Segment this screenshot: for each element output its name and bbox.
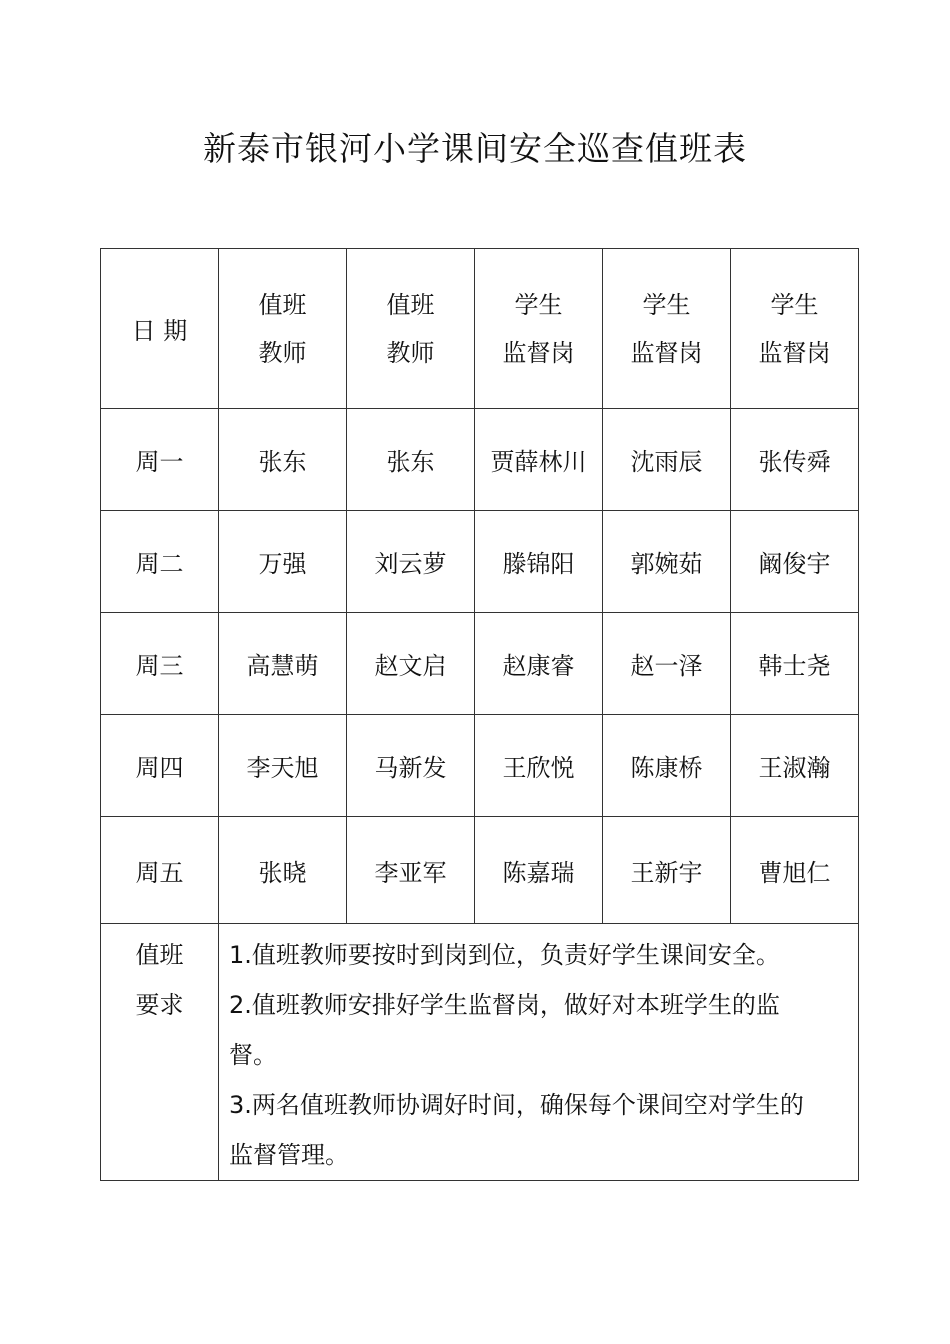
- table-cell: 王淑瀚: [731, 715, 859, 817]
- table-cell: 沈雨辰: [603, 409, 731, 511]
- requirements-label: [101, 924, 219, 1181]
- requirement-line: 监督管理。: [229, 1141, 349, 1169]
- header-line: 值班: [386, 290, 435, 319]
- requirements-row: [101, 924, 859, 1181]
- table-cell: 王欣悦: [475, 715, 603, 817]
- table-cell: 张传舜: [731, 409, 859, 511]
- requirement-line: 1.值班教师要按时到岗到位，负责好学生课间安全。: [229, 941, 780, 969]
- table-row: [101, 715, 859, 817]
- requirements-label-line: 值班: [135, 941, 184, 969]
- table-cell: 高慧萌: [219, 613, 347, 715]
- table-cell: 李亚军: [347, 817, 475, 924]
- table-cell: 韩士尧: [731, 613, 859, 715]
- table-row: [101, 817, 859, 924]
- header-student-monitor-2: [603, 249, 731, 409]
- table-cell: 李天旭: [219, 715, 347, 817]
- requirement-line: 3.两名值班教师协调好时间，确保每个课间空对学生的: [229, 1091, 804, 1119]
- table-cell: 滕锦阳: [475, 511, 603, 613]
- table-cell: 张东: [219, 409, 347, 511]
- header-line: 监督岗: [630, 338, 703, 367]
- table-cell: 张东: [347, 409, 475, 511]
- table-cell: 赵文启: [347, 613, 475, 715]
- table-header-row: [101, 249, 859, 409]
- table-cell: 贾薛林川: [475, 409, 603, 511]
- table-cell: 王新宇: [603, 817, 731, 924]
- requirement-line: 2.值班教师安排好学生监督岗，做好对本班学生的监: [229, 991, 780, 1019]
- header-line: 监督岗: [758, 338, 831, 367]
- table-cell: 阚俊宇: [731, 511, 859, 613]
- header-line: 教师: [386, 338, 435, 367]
- table-cell: 陈嘉瑞: [475, 817, 603, 924]
- requirement-line: 督。: [229, 1041, 277, 1069]
- page-title: 新泰市银河小学课间安全巡查值班表: [203, 129, 747, 168]
- day-cell: 周五: [101, 817, 219, 924]
- table-cell: 张晓: [219, 817, 347, 924]
- table-cell: 马新发: [347, 715, 475, 817]
- table-cell: 万强: [219, 511, 347, 613]
- day-cell: 周四: [101, 715, 219, 817]
- duty-schedule-table: [100, 248, 859, 1181]
- table-cell: 赵康睿: [475, 613, 603, 715]
- header-student-monitor-3: [731, 249, 859, 409]
- table-row: [101, 409, 859, 511]
- header-line: 监督岗: [502, 338, 575, 367]
- header-line: 学生: [514, 290, 563, 319]
- table-cell: 郭婉茹: [603, 511, 731, 613]
- header-line: 学生: [770, 290, 819, 319]
- header-date: 日 期: [101, 249, 219, 409]
- header-line: 值班: [258, 290, 307, 319]
- table-cell: 刘云萝: [347, 511, 475, 613]
- table-row: [101, 613, 859, 715]
- header-line: 教师: [258, 338, 307, 367]
- header-teacher-1: [219, 249, 347, 409]
- requirements-label-line: 要求: [135, 991, 184, 1019]
- table-cell: 陈康桥: [603, 715, 731, 817]
- day-cell: 周三: [101, 613, 219, 715]
- table-cell: 赵一泽: [603, 613, 731, 715]
- requirements-text: [219, 924, 859, 1181]
- day-cell: 周一: [101, 409, 219, 511]
- table-cell: 曹旭仁: [731, 817, 859, 924]
- table-row: [101, 511, 859, 613]
- day-cell: 周二: [101, 511, 219, 613]
- header-student-monitor-1: [475, 249, 603, 409]
- header-teacher-2: [347, 249, 475, 409]
- header-line: 学生: [642, 290, 691, 319]
